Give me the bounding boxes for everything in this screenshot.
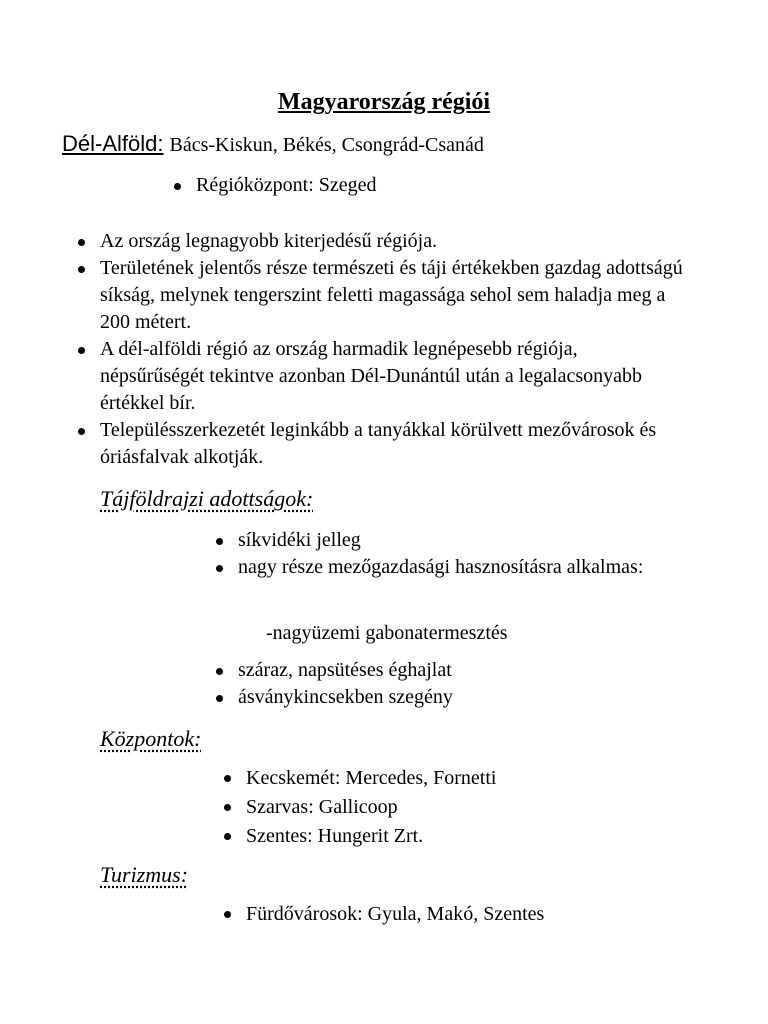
list-item: Az ország legnagyobb kiterjedésű régiója.	[76, 228, 686, 255]
region-line	[62, 129, 484, 162]
region-counties: Bács-Kiskun, Békés, Csongrád-Csanád	[169, 134, 484, 156]
main-points-list	[76, 228, 686, 471]
geography-list	[214, 527, 654, 581]
list-item: Fürdővárosok: Gyula, Makó, Szentes	[222, 900, 682, 929]
geography-list-2	[214, 657, 654, 711]
geography-subitem: -nagyüzemi gabonatermesztés	[266, 622, 508, 644]
page-title: Magyarország régiói	[277, 89, 491, 115]
list-item: száraz, napsütéses éghajlat	[214, 657, 654, 684]
centers-list	[222, 764, 662, 851]
list-item: Szarvas: Gallicoop	[222, 793, 662, 822]
center-item: Régióközpont: Szeged	[172, 172, 692, 199]
list-item: Kecskemét: Mercedes, Fornetti	[222, 764, 662, 793]
geography-heading: Tájföldrajzi adottságok:	[100, 486, 314, 511]
list-item: nagy része mezőgazdasági hasznosításra alkalmas:	[214, 554, 654, 581]
region-name: Dél-Alföld:	[62, 131, 164, 156]
list-item: Településszerkezetét leginkább a tanyákkal körülvett mezővárosok és óriásfalvak alkotják.	[76, 417, 686, 471]
tourism-list	[222, 900, 682, 929]
list-item: síkvidéki jelleg	[214, 527, 654, 554]
center-list	[172, 172, 692, 199]
list-item: A dél-alföldi régió az ország harmadik legnépesebb régiója, népsűrűségét tekintve azonban Dél-Dunántúl után a legalacsonyabb értékkel bír.	[76, 336, 686, 417]
centers-heading: Központok:	[100, 726, 202, 751]
list-item: Területének jelentős része természeti és táji értékekben gazdag adottságú síkság, melynek tengerszint feletti magassága sehol sem haladja meg a 200 métert.	[76, 255, 686, 336]
tourism-heading: Turizmus:	[100, 862, 189, 887]
list-item: ásványkincsekben szegény	[214, 684, 654, 711]
list-item: Szentes: Hungerit Zrt.	[222, 822, 662, 851]
